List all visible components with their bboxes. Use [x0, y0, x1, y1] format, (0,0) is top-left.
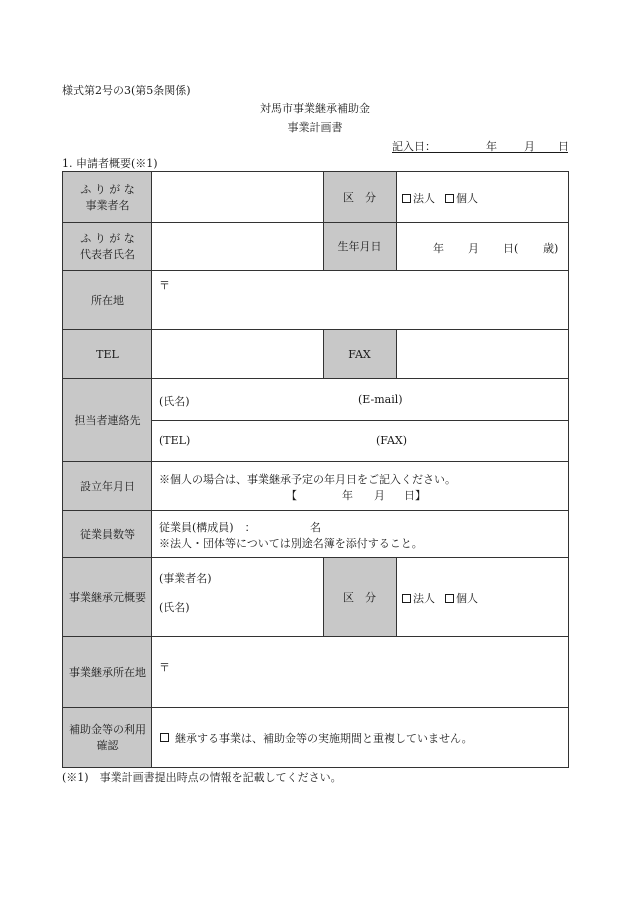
- grid-line: [396, 172, 397, 223]
- business-name-furigana: ふ り が な: [80, 182, 135, 196]
- established-note: ※個人の場合は、事業継承予定の年月日をご記入ください。: [159, 473, 456, 486]
- fax-label: FAX: [323, 330, 396, 379]
- document-title: 対馬市事業継承補助金: [260, 102, 370, 115]
- grid-line: [323, 558, 324, 637]
- entry-date: [392, 138, 568, 153]
- entry-date-day: 日: [558, 140, 569, 153]
- subsidy-checkbox-text: 継承する事業は、補助金等の実施期間と重複していません。: [175, 731, 473, 745]
- pred-individual-option-label: 個人: [456, 591, 478, 605]
- contact-tel-fax-field[interactable]: [152, 420, 568, 462]
- pred-individual-checkbox-icon: [445, 594, 454, 603]
- birthdate-month: 月: [468, 242, 479, 255]
- birthdate-field[interactable]: [396, 223, 568, 271]
- classification-options: [396, 172, 568, 223]
- individual-option-label: 個人: [456, 191, 478, 205]
- individual-checkbox-icon: [445, 194, 454, 203]
- fax-field[interactable]: [396, 330, 568, 379]
- representative-field[interactable]: [152, 223, 323, 271]
- established-label: 設立年月日: [63, 462, 152, 511]
- birthdate-day: 日(: [503, 242, 519, 255]
- grid-line: [63, 222, 568, 223]
- employees-note: ※法人・団体等については別途名簿を添付すること。: [159, 537, 423, 550]
- employees-label: 従業員数等: [63, 511, 152, 558]
- employees-field[interactable]: [152, 511, 568, 558]
- grid-line: [152, 420, 568, 421]
- grid-line: [63, 329, 568, 330]
- grid-line: [63, 557, 568, 558]
- established-day: 日】: [404, 489, 426, 502]
- grid-line: [63, 707, 568, 708]
- established-field[interactable]: [152, 462, 568, 511]
- business-name-text: 事業者名: [85, 198, 130, 212]
- business-name-label: [63, 172, 152, 223]
- established-year: 年: [342, 489, 353, 502]
- pred-classification-label: 区 分: [323, 558, 396, 637]
- grid-line: [63, 510, 568, 511]
- pred-individual-checkbox[interactable]: [445, 590, 478, 606]
- representative-label: [63, 223, 152, 271]
- established-month: 月: [374, 489, 385, 502]
- succession-postal-mark-icon: 〒: [159, 661, 170, 674]
- grid-line: [323, 330, 324, 379]
- grid-line: [151, 172, 152, 767]
- corporation-checkbox[interactable]: [402, 190, 435, 206]
- document-subtitle: 事業計画書: [287, 121, 343, 134]
- pred-classification-options: [396, 558, 568, 637]
- subsidy-label: [63, 708, 152, 767]
- contact-name-label: (氏名): [159, 395, 190, 408]
- grid-line: [63, 378, 568, 379]
- tel-label: TEL: [63, 330, 152, 379]
- grid-line: [63, 270, 568, 271]
- classification-label: 区 分: [323, 172, 396, 223]
- succession-location-label: 事業継承所在地: [63, 637, 152, 708]
- postal-mark-icon: 〒: [159, 279, 170, 292]
- birthdate-age: 歳): [543, 242, 559, 255]
- representative-text: 代表者氏名: [80, 248, 135, 261]
- individual-checkbox[interactable]: [445, 190, 478, 206]
- grid-line: [396, 558, 397, 637]
- representative-furigana: ふ り が な: [80, 232, 135, 246]
- applicant-form: [62, 171, 569, 768]
- grid-line: [63, 636, 568, 637]
- succession-location-field[interactable]: [152, 637, 568, 708]
- contact-name-email-field[interactable]: [152, 379, 568, 420]
- predecessor-field[interactable]: [152, 558, 323, 637]
- subsidy-label-line2: 確認: [96, 738, 119, 752]
- contact-fax-label: (FAX): [376, 434, 408, 447]
- pred-corporation-checkbox-icon: [402, 594, 411, 603]
- entry-date-label: 記入日：: [392, 140, 436, 153]
- entry-date-month: 月: [524, 140, 535, 153]
- entry-date-year: 年: [486, 140, 497, 153]
- corporation-option-label: 法人: [413, 191, 435, 205]
- predecessor-business-label: (事業者名): [159, 572, 212, 585]
- grid-line: [396, 330, 397, 379]
- grid-line: [323, 223, 324, 271]
- subsidy-checkbox-icon: [160, 733, 169, 742]
- birthdate-year: 年: [433, 242, 444, 255]
- contact-email-label: (E-mail): [358, 393, 403, 406]
- employees-count-label: 従業員(構成員) ：: [159, 521, 256, 534]
- predecessor-label: 事業継承元概要: [63, 558, 152, 637]
- address-field[interactable]: [152, 271, 568, 330]
- contact-label: 担当者連絡先: [63, 379, 152, 462]
- predecessor-name-label: (氏名): [159, 601, 190, 614]
- subsidy-confirm-checkbox[interactable]: [152, 708, 568, 767]
- contact-tel-label: (TEL): [159, 434, 191, 447]
- pred-corporation-option-label: 法人: [413, 591, 435, 605]
- footnote: (※1) 事業計画書提出時点の情報を記載してください。: [62, 771, 342, 784]
- form-number: 様式第2号の3(第5条関係): [62, 84, 191, 97]
- employees-unit: 名: [310, 521, 321, 534]
- tel-field[interactable]: [152, 330, 323, 379]
- grid-line: [396, 223, 397, 271]
- subsidy-label-line1: 補助金等の利用: [69, 722, 146, 736]
- business-name-field[interactable]: [152, 172, 323, 223]
- grid-line: [63, 461, 568, 462]
- corporation-checkbox-icon: [402, 194, 411, 203]
- section-title: 1. 申請者概要(※1): [62, 157, 158, 170]
- grid-line: [323, 172, 324, 223]
- birthdate-label: 生年月日: [323, 223, 396, 271]
- pred-corporation-checkbox[interactable]: [402, 590, 435, 606]
- established-bracket: 【: [286, 489, 297, 502]
- address-label: 所在地: [63, 271, 152, 330]
